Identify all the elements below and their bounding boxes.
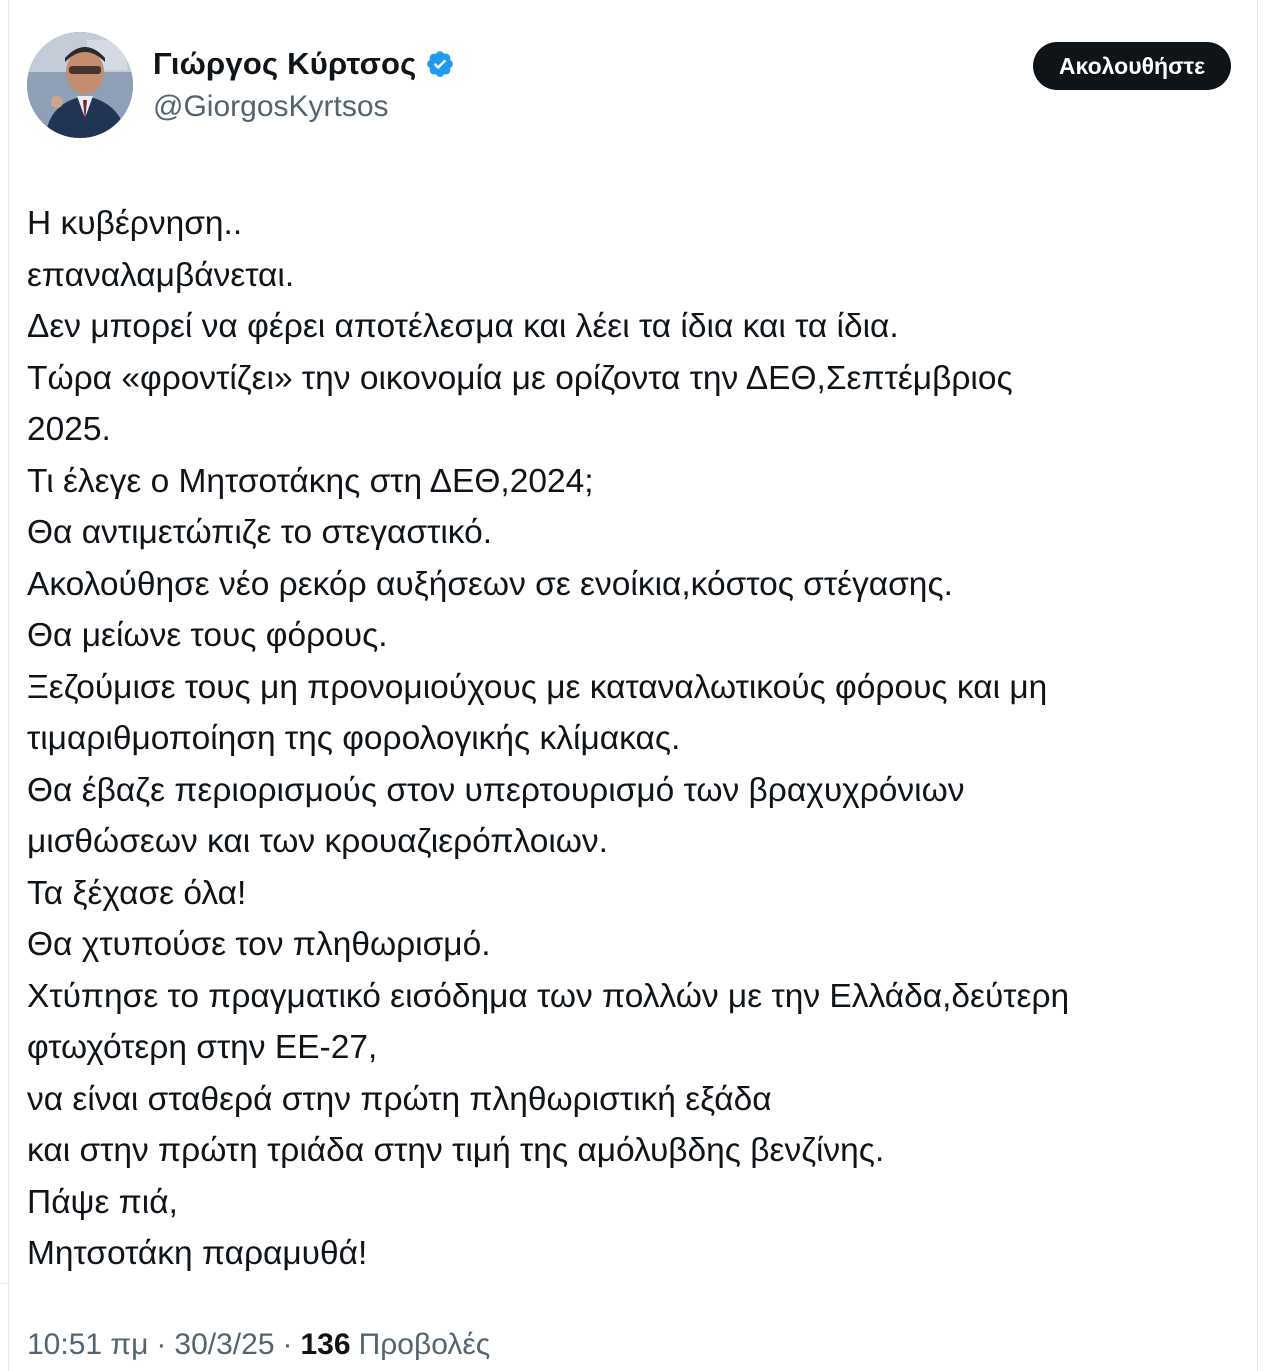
views-count: 136 <box>300 1328 351 1361</box>
tweet-line: Θα αντιμετώπιζε το στεγαστικό. <box>27 514 493 551</box>
follow-button[interactable]: Ακολουθήστε <box>1033 42 1231 90</box>
meta-separator: · <box>156 1328 167 1361</box>
tweet-line: 2025. <box>27 411 111 448</box>
tweet-text <box>27 198 1242 1280</box>
tweet-card <box>8 0 1258 1371</box>
tweet-line: Πάψε πιά, <box>27 1183 178 1221</box>
tweet-line: Η κυβέρνηση.. <box>27 205 243 242</box>
tweet-line: και στην πρώτη τριάδα στην τιμή της αμόλυβδης βενζίνης. <box>27 1132 885 1169</box>
tweet-date[interactable]: 30/3/25 <box>174 1328 275 1361</box>
tweet-line: μισθώσεων και των κρουαζιερόπλοιων. <box>27 823 608 860</box>
tweet-line: Δεν μπορεί να φέρει αποτέλεσμα και λέει τα ίδια και τα ίδια. <box>27 308 899 345</box>
views-label: Προβολές <box>358 1328 491 1361</box>
meta-separator: · <box>282 1328 293 1361</box>
tweet-line: Μητσοτάκη παραμυθά! <box>27 1235 368 1272</box>
tweet-header <box>27 32 1237 142</box>
tweet-line: τιμαριθμοποίηση της φορολογικής κλίμακας. <box>27 720 681 757</box>
tweet-line: Θα μείωνε τους φόρους. <box>27 617 388 654</box>
author-display-name[interactable]: Γιώργος Κύρτσος <box>153 46 417 81</box>
tweet-line: επαναλαμβάνεται. <box>27 256 295 294</box>
tweet-line: Τώρα «φροντίζει» την οικονομία με ορίζοντα την ΔΕΘ,Σεπτέμβριος <box>27 359 1013 397</box>
tweet-line: Τι έλεγε ο Μητσοτάκης στη ΔΕΘ,2024; <box>27 462 594 500</box>
tweet-line: φτωχότερη στην ΕΕ-27, <box>27 1029 378 1066</box>
tweet-line: Χτύπησε το πραγματικό εισόδημα των πολλών με την Ελλάδα,δεύτερη <box>27 977 1070 1015</box>
avatar[interactable] <box>27 32 133 138</box>
tweet-line: Θα έβαζε περιορισμούς στον υπερτουρισμό των βραχυχρόνιων <box>27 771 965 809</box>
tweet-line: Ακολούθησε νέο ρεκόρ αυξήσεων σε ενοίκια,κόστος στέγασης. <box>27 565 953 603</box>
tweet-time[interactable]: 10:51 πμ <box>27 1328 149 1361</box>
author-name-row <box>153 46 455 82</box>
tweet-line: Τα ξέχασε όλα! <box>27 874 247 912</box>
tweet-line: Ξεζούμισε τους μη προνομιούχους με καταναλωτικούς φόρους και μη <box>27 668 1048 706</box>
tweet-line: να είναι σταθερά στην πρώτη πληθωριστική εξάδα <box>27 1080 772 1118</box>
tweet-line: Θα χτυπούσε τον πληθωρισμό. <box>27 926 491 963</box>
verified-badge-icon <box>425 49 455 79</box>
tweet-metadata <box>27 1328 490 1362</box>
author-handle[interactable]: @GiorgosKyrtsos <box>153 90 389 123</box>
divider <box>0 1283 8 1284</box>
